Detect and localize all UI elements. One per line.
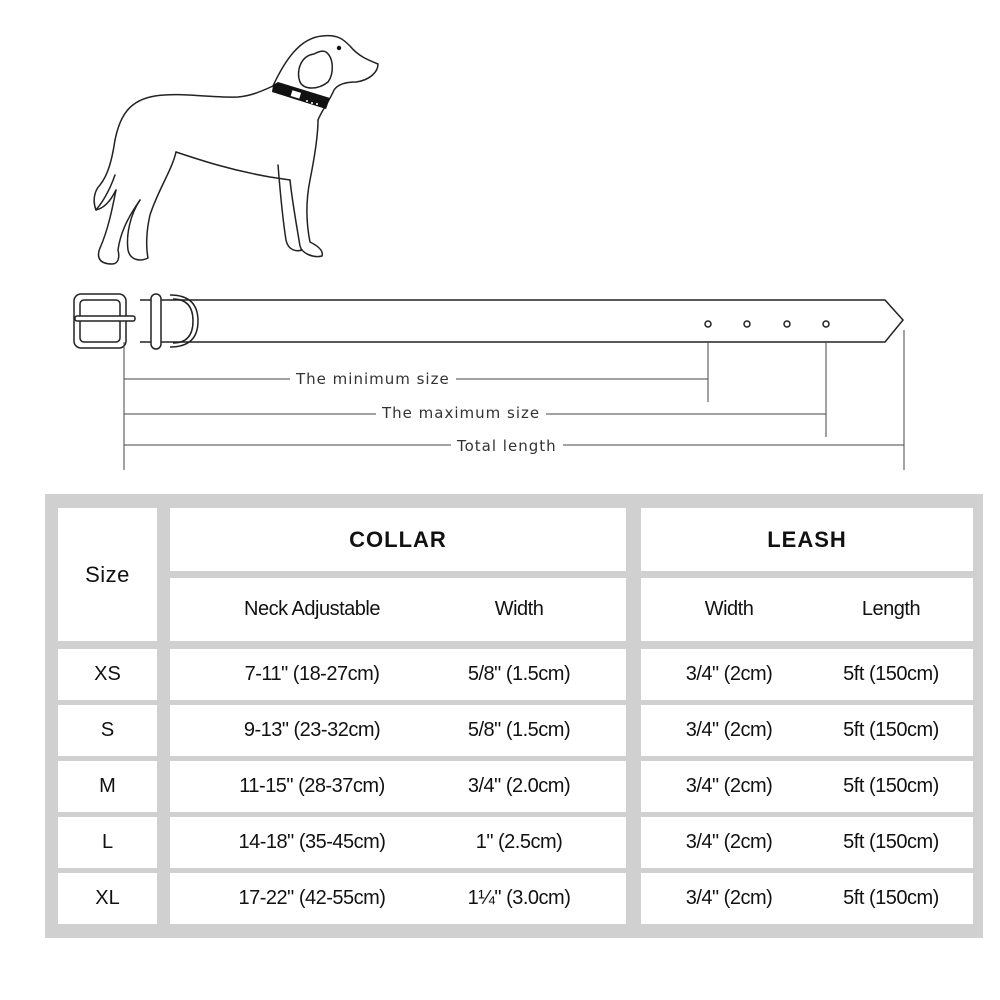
neck-value: 7-11" (18-27cm) <box>244 663 380 685</box>
table-row-collar <box>170 705 626 756</box>
collar-width-value: 5/8" (1.5cm) <box>467 719 571 741</box>
leash-length-value: 5ft (150cm) <box>843 775 939 797</box>
neck-value: 17-22" (42-55cm) <box>238 887 386 909</box>
total-length-label: Total length <box>451 437 563 455</box>
leash-width-value: 3/4" (2cm) <box>685 887 773 909</box>
dog-illustration <box>94 36 378 264</box>
table-row-leash <box>641 761 973 812</box>
leash-length-value: 5ft (150cm) <box>843 719 939 741</box>
table-row-collar <box>170 761 626 812</box>
leash-length-value: 5ft (150cm) <box>843 831 939 853</box>
size-value: L <box>101 831 114 853</box>
size-value: M <box>99 775 116 797</box>
collar-width-value: 5/8" (1.5cm) <box>467 663 571 685</box>
size-value: XL <box>95 887 120 909</box>
collar-title: COLLAR <box>349 526 447 552</box>
table-row-collar <box>170 817 626 868</box>
table-row-size <box>58 761 157 812</box>
size-chart-table <box>45 494 983 938</box>
table-row-size <box>58 873 157 924</box>
leash-width-value: 3/4" (2cm) <box>685 719 773 741</box>
collar-width-value: 1¼" (3.0cm) <box>467 887 571 909</box>
table-row-size <box>58 705 157 756</box>
size-header <box>58 508 157 641</box>
table-row-collar <box>170 873 626 924</box>
collar-width-value: 3/4" (2.0cm) <box>467 775 571 797</box>
neck-value: 11-15" (28-37cm) <box>239 775 385 797</box>
table-row-leash <box>641 705 973 756</box>
dog-eye-icon <box>337 46 341 50</box>
leash-header <box>641 508 973 571</box>
table-row-size <box>58 817 157 868</box>
size-value: S <box>100 719 115 741</box>
leash-subheader-row <box>641 578 973 641</box>
table-row-leash <box>641 649 973 700</box>
size-value: XS <box>94 663 121 685</box>
leash-length-value: 5ft (150cm) <box>843 663 939 685</box>
neck-adjustable-header: Neck Adjustable <box>244 598 380 620</box>
table-row-collar <box>170 649 626 700</box>
leash-title: LEASH <box>767 526 847 552</box>
size-header-label: Size <box>85 561 130 587</box>
leash-width-value: 3/4" (2cm) <box>685 831 773 853</box>
table-row-leash <box>641 817 973 868</box>
leash-length-header: Length <box>861 598 921 620</box>
table-row-leash <box>641 873 973 924</box>
neck-value: 9-13" (23-32cm) <box>243 719 381 741</box>
collar-width-value: 1" (2.5cm) <box>475 831 563 853</box>
minimum-size-label: The minimum size <box>290 370 456 388</box>
collar-subheader-row <box>170 578 626 641</box>
maximum-size-label: The maximum size <box>376 404 546 422</box>
collar-header <box>170 508 626 571</box>
leash-width-header: Width <box>704 598 754 620</box>
leash-length-value: 5ft (150cm) <box>843 887 939 909</box>
collar-illustration <box>74 294 903 349</box>
table-row-size <box>58 649 157 700</box>
collar-width-header: Width <box>494 598 544 620</box>
neck-value: 14-18" (35-45cm) <box>238 831 386 853</box>
leash-width-value: 3/4" (2cm) <box>685 775 773 797</box>
leash-width-value: 3/4" (2cm) <box>685 663 773 685</box>
